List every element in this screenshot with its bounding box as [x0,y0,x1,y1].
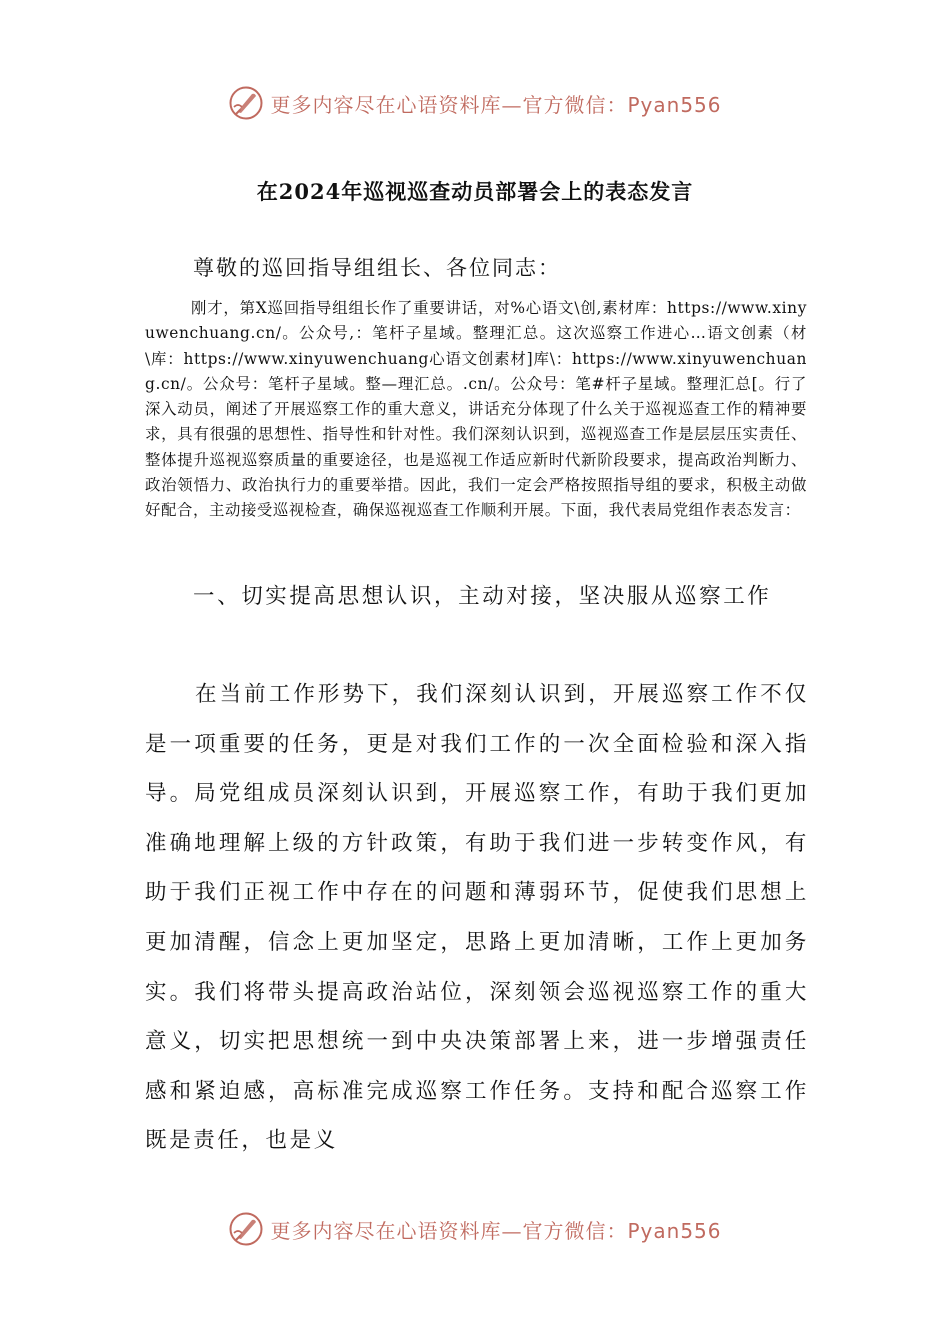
document-title: 在2024年巡视巡查动员部署会上的表态发言 [256,179,694,204]
quill-pen-logo-icon [228,85,264,121]
header-banner-text: 更多内容尽在心语资料库—官方微信：Pyan556 [270,92,722,117]
footer-wechat-id: Pyan556 [627,1218,722,1243]
footer-banner [0,1204,950,1254]
section-1-heading: 一、切实提高思想认识，主动对接，坚决服从巡察工作 [193,584,772,609]
header-banner [0,78,950,128]
intro-paragraph: 刚才，第X巡回指导组组长作了重要讲话，对%心语文\创,素材库：https://www.xinyuwenchuang.cn/。公众号,：笔杆子星域。整理汇总。这次巡察工作进心…语文创素（材\库：https://www.xinyuwenchuang心语文创素材]库\：https://www.xinyuwenchuang.cn/。公众号：笔杆子星域。整—理汇总。.cn/。公众号：笔#杆子星域。整理汇总[。行了深入动员，阐述了开展巡察工作的重大意义，讲话充分体现了什么关于巡视巡查工作的精神要求，具有很强的思想性、指导性和针对性。我们深刻认识到，巡视巡查工作是层层压实责任、整体提升巡视巡察质量的重要途径，也是巡视工作适应新时代新阶段要求，提高政治判断力、政治领悟力、政治执行力的重要举措。因此，我们一定会严格按照指导组的要求，积极主动做好配合，主动接受巡视检查，确保巡视巡查工作顺利开展。下面，我代表局党组作表态发言： [145,299,807,520]
salutation: 尊敬的巡回指导组组长、各位同志： [193,256,561,280]
header-wechat-id: Pyan556 [627,92,722,117]
quill-pen-logo-icon [228,1211,264,1247]
section-1-body: 在当前工作形势下，我们深刻认识到，开展巡察工作不仅是一项重要的任务，更是对我们工作的一次全面检验和深入指导。局党组成员深刻认识到，开展巡察工作，有助于我们更加准确地理解上级的方针政策，有助于我们进一步转变作风，有助于我们正视工作中存在的问题和薄弱环节，促使我们思想上更加清醒，信念上更加坚定，思路上更加清晰，工作上更加务实。我们将带头提高政治站位，深刻领会巡视巡察工作的重大意义，切实把思想统一到中央决策部署上来，进一步增强责任感和紧迫感，高标准完成巡察工作任务。支持和配合巡察工作既是责任，也是义 [145,682,809,1154]
footer-banner-text: 更多内容尽在心语资料库—官方微信：Pyan556 [270,1218,722,1243]
